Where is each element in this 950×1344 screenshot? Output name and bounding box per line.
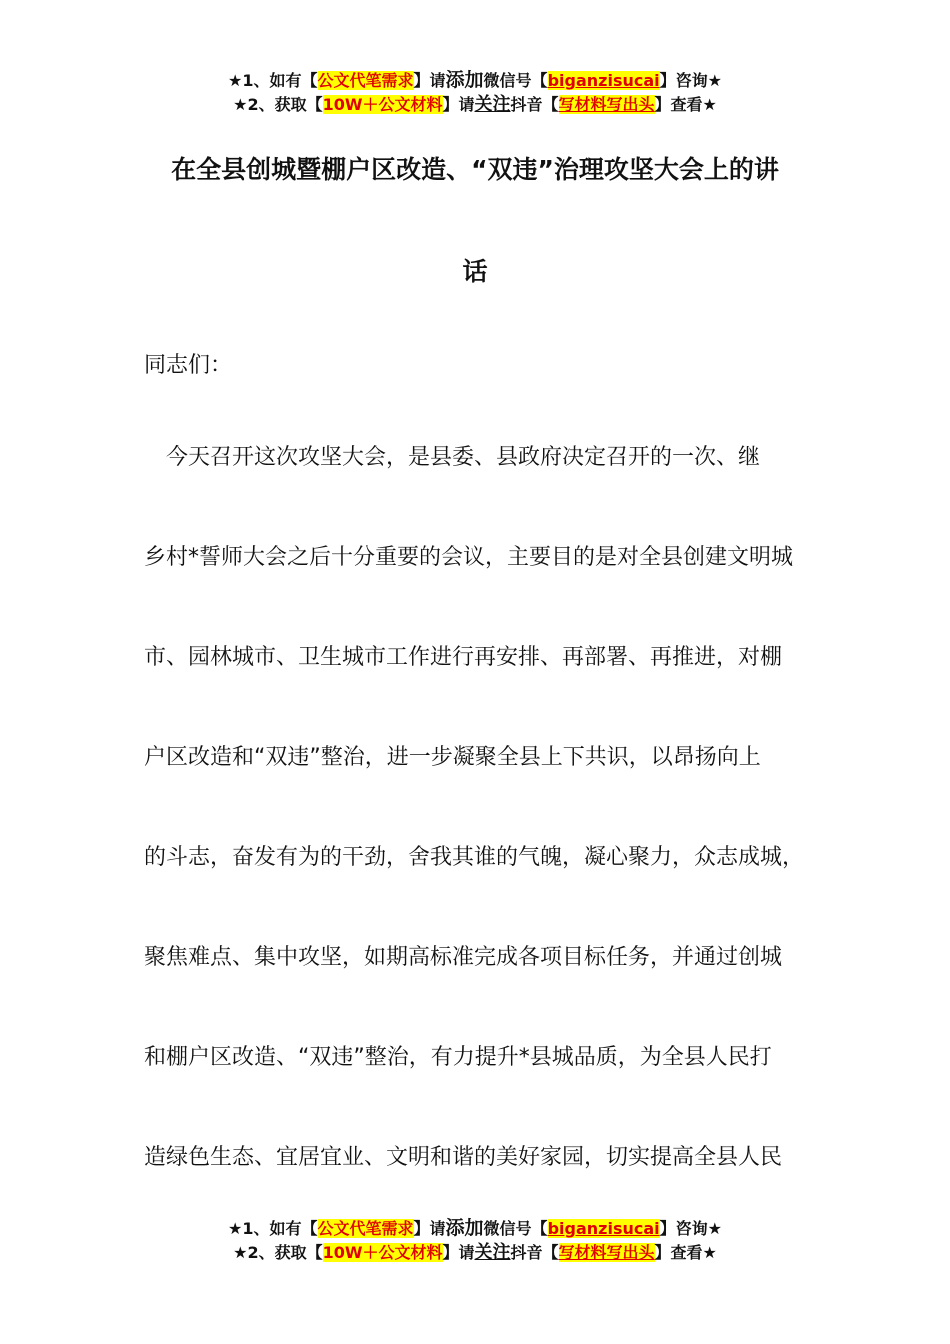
body-line: 造绿色生态、宜居宜业、文明和谐的美好家园，切实提高全县人民 (144, 1145, 783, 1170)
banner-text: 微信号【 (483, 71, 548, 90)
header-banner (0, 68, 950, 117)
banner-text: ★2、获取【 (233, 1243, 323, 1262)
footer-banner (0, 1216, 950, 1265)
banner-emphasis-add: 添加 (445, 1217, 484, 1239)
document-title-line-1: 在全县创城暨棚户区改造、“双违”治理攻坚大会上的讲 (171, 155, 779, 184)
document-title-line-2: 话 (462, 257, 488, 286)
banner-highlight-wechat-id: biganzisucai (547, 71, 660, 90)
banner-line-2 (0, 1241, 950, 1265)
banner-text: 】请 (442, 1243, 475, 1262)
banner-text: 抖音【 (510, 1243, 559, 1262)
banner-text: ★1、如有【 (228, 71, 318, 90)
banner-text: 】咨询★ (659, 1219, 722, 1238)
banner-emphasis-follow: 关注 (474, 94, 511, 115)
banner-highlight-service: 公文代笔需求 (317, 1219, 414, 1238)
banner-highlight-douyin: 写材料写出头 (558, 95, 655, 114)
banner-text: 】请 (413, 71, 446, 90)
banner-highlight-service: 公文代笔需求 (317, 71, 414, 90)
banner-emphasis-add: 添加 (445, 69, 484, 91)
banner-highlight-wechat-id: biganzisucai (547, 1219, 660, 1238)
body-line: 户区改造和“双违”整治，进一步凝聚全县上下共识，以昂扬向上 (144, 745, 761, 770)
banner-text: 】请 (413, 1219, 446, 1238)
banner-text: 微信号【 (483, 1219, 548, 1238)
banner-text: 】咨询★ (659, 71, 722, 90)
body-line: 和棚户区改造、“双违”整治，有力提升*县城品质，为全县人民打 (144, 1045, 772, 1070)
body-line: 今天召开这次攻坚大会，是县委、县政府决定召开的一次、继 (144, 445, 761, 470)
banner-text: 】查看★ (654, 95, 717, 114)
body-line: 的斗志，奋发有为的干劲，舍我其谁的气魄，凝心聚力，众志成城， (144, 845, 805, 870)
body-line: 乡村*誓师大会之后十分重要的会议，主要目的是对全县创建文明城 (144, 545, 794, 570)
banner-line-2 (0, 93, 950, 117)
banner-highlight-douyin: 写材料写出头 (558, 1243, 655, 1262)
body-line: 市、园林城市、卫生城市工作进行再安排、再部署、再推进，对棚 (144, 645, 783, 670)
salutation: 同志们： (144, 353, 233, 378)
banner-text: 抖音【 (510, 95, 559, 114)
body-line: 聚焦难点、集中攻坚，如期高标准完成各项目标任务，并通过创城 (144, 945, 783, 970)
banner-text: 】查看★ (654, 1243, 717, 1262)
banner-highlight-materials: 10W＋公文材料 (322, 95, 443, 114)
banner-text: 】请 (442, 95, 475, 114)
banner-text: ★1、如有【 (228, 1219, 318, 1238)
banner-text: ★2、获取【 (233, 95, 323, 114)
banner-emphasis-follow: 关注 (474, 1242, 511, 1263)
banner-highlight-materials: 10W＋公文材料 (322, 1243, 443, 1262)
banner-line-1 (0, 1216, 950, 1241)
banner-line-1 (0, 68, 950, 93)
